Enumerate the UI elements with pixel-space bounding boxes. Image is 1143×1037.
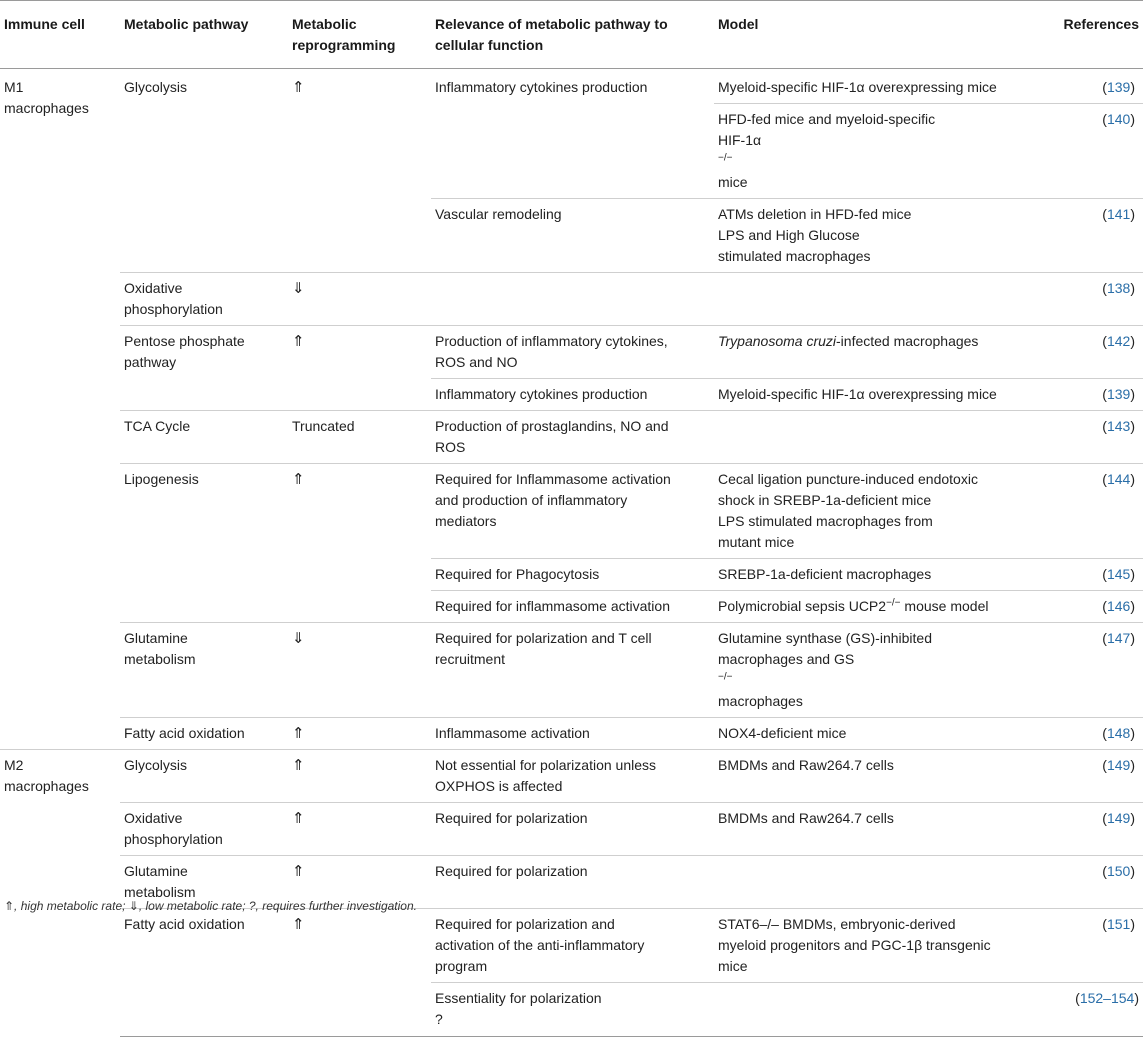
up-arrow-icon: ⇑ xyxy=(292,471,305,488)
model-text: Polymicrobial sepsis UCP2−/− mouse model xyxy=(714,591,1056,623)
pathway-glutamine: Glutamine metabolism xyxy=(120,623,288,718)
table-row xyxy=(0,326,1143,379)
relevance-text: Required for polarization xyxy=(431,803,714,856)
reprogramming-up xyxy=(288,326,431,379)
reference-link[interactable]: (149) xyxy=(1056,803,1143,856)
up-arrow-icon: ⇑ xyxy=(292,757,305,774)
relevance-text: Required for polarization xyxy=(431,856,714,909)
reprogramming-up xyxy=(288,909,431,983)
up-arrow-icon: ⇑ xyxy=(292,810,305,827)
header-metabolic-pathway: Metabolic pathway xyxy=(120,1,288,69)
model-text: HFD-fed mice and myeloid-specific HIF-1α −/− mice xyxy=(714,104,1056,199)
table-row xyxy=(0,909,1143,983)
up-arrow-icon: ⇑ xyxy=(292,79,305,96)
reference-link[interactable]: (138) xyxy=(1056,273,1143,326)
reference-link[interactable]: (139) xyxy=(1102,79,1135,95)
relevance-text: Required for polarization and T cell recruitment xyxy=(431,623,714,718)
relevance-text: Inflammasome activation xyxy=(431,718,714,750)
relevance-text: Required for Inflammasome activation and production of inflammatory mediators xyxy=(431,464,714,559)
model-text: Glutamine synthase (GS)-inhibited macrophages and GS −/− macrophages xyxy=(714,623,1056,718)
reference-link[interactable]: (140) xyxy=(1056,104,1143,199)
up-arrow-icon: ⇑ xyxy=(292,863,305,880)
pathway-oxphos: Oxidative phosphorylation xyxy=(120,803,288,856)
pathway-lipogenesis: Lipogenesis xyxy=(120,464,288,559)
relevance-text: Not essential for polarization unless OXPHOS is affected xyxy=(431,750,714,803)
model-text: Myeloid-specific HIF-1α overexpressing mice xyxy=(714,379,1056,411)
table-row xyxy=(0,559,1143,591)
table-row xyxy=(0,273,1143,326)
header-model: Model xyxy=(714,1,1056,69)
model-text: BMDMs and Raw264.7 cells xyxy=(714,750,1056,803)
relevance-text: Production of prostaglandins, NO and ROS xyxy=(431,411,714,464)
reference-link[interactable]: (149) xyxy=(1056,750,1143,803)
pathway-fao: Fatty acid oxidation xyxy=(120,909,288,983)
model-text: Trypanosoma cruzi-infected macrophages xyxy=(714,326,1056,379)
table-row xyxy=(0,803,1143,856)
reference-link[interactable]: (144) xyxy=(1056,464,1143,559)
reference-link[interactable]: (141) xyxy=(1056,199,1143,273)
reference-link[interactable]: (148) xyxy=(1056,718,1143,750)
up-arrow-icon: ⇑ xyxy=(292,916,305,933)
reprogramming-up xyxy=(288,69,431,104)
header-immune-cell: Immune cell xyxy=(0,1,120,69)
table-header-row xyxy=(0,1,1143,69)
reprogramming-up xyxy=(288,803,431,856)
reprogramming-truncated: Truncated xyxy=(288,411,431,464)
table-row xyxy=(0,411,1143,464)
model-text: Myeloid-specific HIF-1α overexpressing mice xyxy=(718,79,997,95)
reprogramming-down xyxy=(288,273,431,326)
reprogramming-up xyxy=(288,750,431,803)
reference-link[interactable]: (151) xyxy=(1056,909,1143,983)
model-text: STAT6–/– BMDMs, embryonic-derived myeloid progenitors and PGC-1β transgenic mice xyxy=(714,909,1056,983)
table-row xyxy=(0,464,1143,559)
down-arrow-icon: ⇓ xyxy=(292,630,305,647)
pathway-oxphos: Oxidative phosphorylation xyxy=(120,273,288,326)
relevance-text: Vascular remodeling xyxy=(431,199,714,273)
reprogramming-down xyxy=(288,623,431,718)
table-row xyxy=(0,591,1143,623)
reference-link[interactable]: (142) xyxy=(1056,326,1143,379)
model-text: ATMs deletion in HFD-fed mice LPS and High Glucose stimulated macrophages xyxy=(714,199,1056,273)
immune-cell-m1: M1 macrophages xyxy=(4,79,89,116)
table-row xyxy=(0,199,1143,273)
pathway-glycolysis: Glycolysis xyxy=(124,79,188,95)
reference-link[interactable]: (152–154) xyxy=(1056,983,1143,1037)
reference-link[interactable]: (146) xyxy=(1056,591,1143,623)
reprogramming-up xyxy=(288,718,431,750)
reference-link[interactable]: (143) xyxy=(1056,411,1143,464)
pathway-fao: Fatty acid oxidation xyxy=(120,718,288,750)
table-row xyxy=(0,623,1143,718)
header-metabolic-reprogramming: Metabolic reprogramming xyxy=(288,1,431,69)
pathway-ppp: Pentose phosphate pathway xyxy=(120,326,288,379)
table-row xyxy=(0,718,1143,750)
table-row xyxy=(0,983,1143,1037)
model-text: SREBP-1a-deficient macrophages xyxy=(714,559,1056,591)
relevance-text: Essentiality for polarization ? xyxy=(431,983,714,1037)
reference-link[interactable]: (145) xyxy=(1056,559,1143,591)
up-arrow-icon: ⇑ xyxy=(292,725,305,742)
relevance-text: Production of inflammatory cytokines, ROS and NO xyxy=(431,326,714,379)
header-relevance: Relevance of metabolic pathway to cellular function xyxy=(431,1,714,69)
relevance-text: Required for polarization and activation of the anti-inflammatory program xyxy=(431,909,714,983)
relevance-text: Inflammatory cytokines production xyxy=(435,79,648,95)
model-text: Cecal ligation puncture-induced endotoxic shock in SREBP-1a-deficient mice LPS stimulated macrophages from mutant mice xyxy=(714,464,1056,559)
relevance-text: Required for inflammasome activation xyxy=(431,591,714,623)
reference-link[interactable]: (150) xyxy=(1056,856,1143,909)
relevance-text: Inflammatory cytokines production xyxy=(431,379,714,411)
model-text: BMDMs and Raw264.7 cells xyxy=(714,803,1056,856)
reference-link[interactable]: (139) xyxy=(1056,379,1143,411)
immune-cell-m2: M2 macrophages xyxy=(0,750,120,1037)
pathway-glycolysis: Glycolysis xyxy=(120,750,288,803)
table-footnote: ⇑, high metabolic rate; ⇓, low metabolic rate; ?, requires further investigation. xyxy=(4,899,417,913)
table-row xyxy=(0,69,1143,104)
down-arrow-icon: ⇓ xyxy=(292,280,305,297)
reprogramming-up xyxy=(288,464,431,559)
pathway-tca: TCA Cycle xyxy=(120,411,288,464)
model-text: NOX4-deficient mice xyxy=(714,718,1056,750)
relevance-text: Required for Phagocytosis xyxy=(431,559,714,591)
table-row xyxy=(0,750,1143,803)
reference-link[interactable]: (147) xyxy=(1056,623,1143,718)
table-row xyxy=(0,104,1143,199)
pathway-glutamine: Glutamine metabolism xyxy=(120,856,288,909)
table-row xyxy=(0,379,1143,411)
up-arrow-icon: ⇑ xyxy=(292,333,305,350)
header-references: References xyxy=(1056,1,1143,69)
